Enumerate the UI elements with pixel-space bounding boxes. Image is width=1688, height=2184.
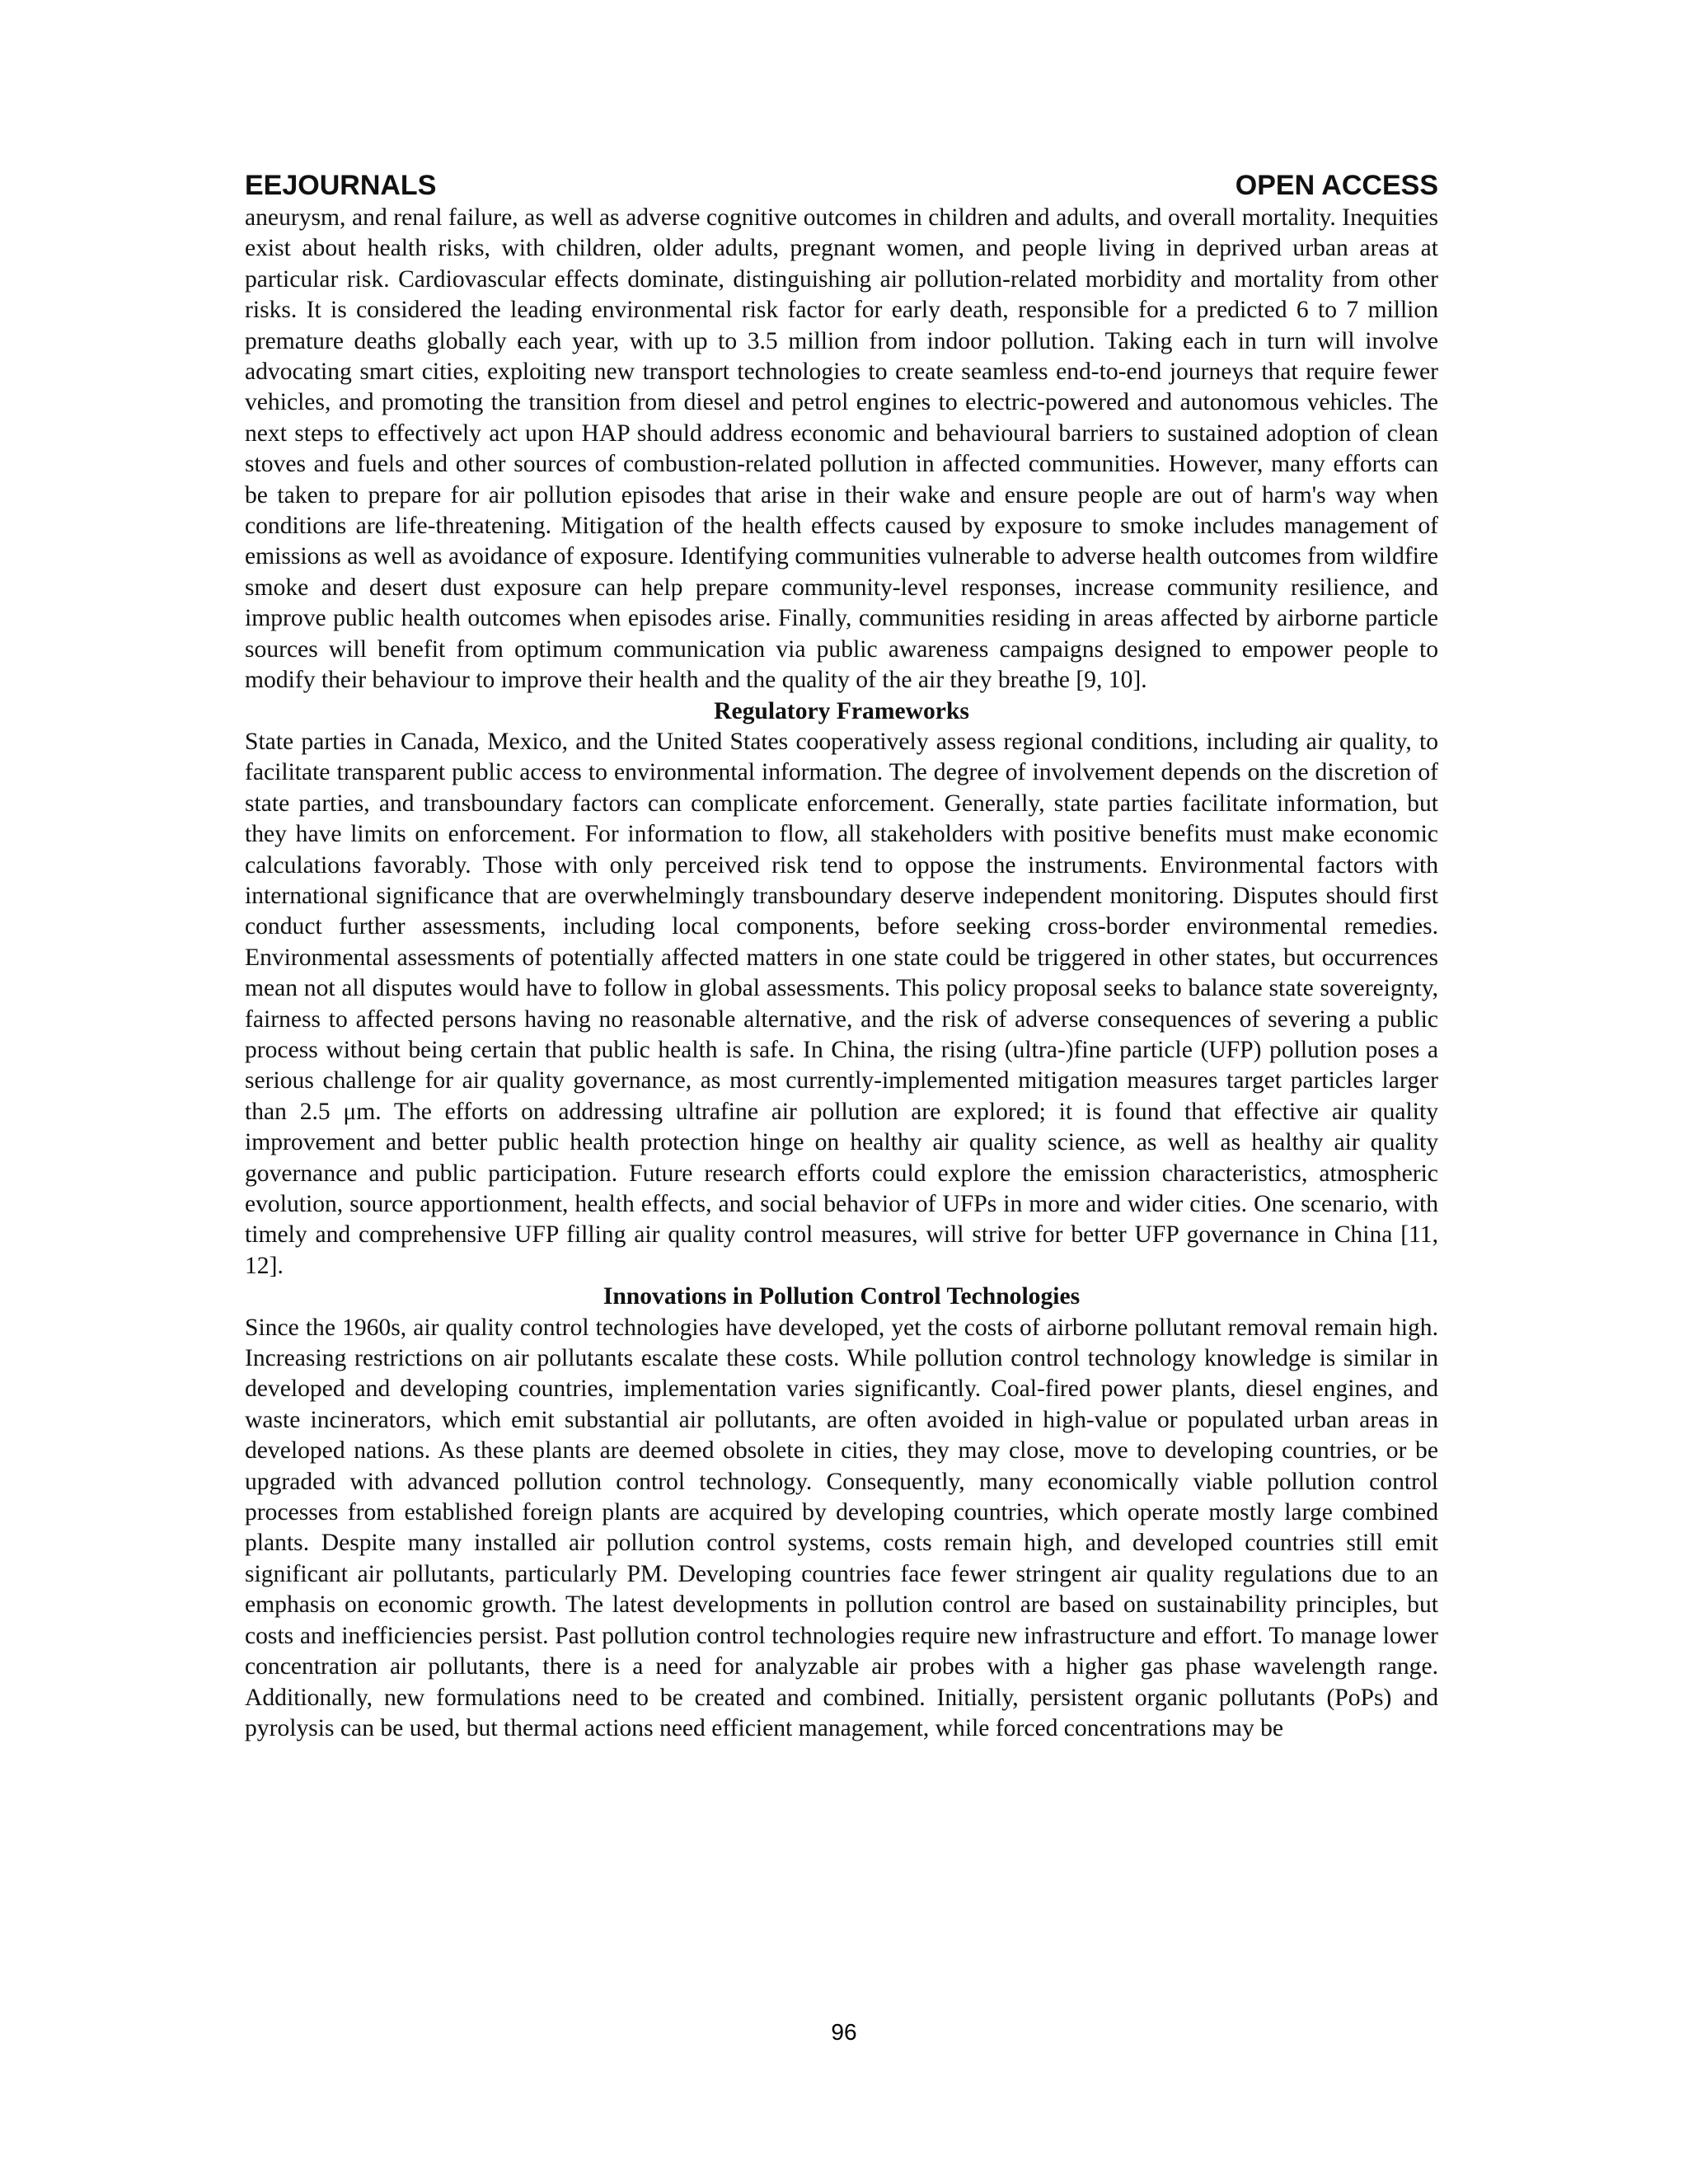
regulatory-frameworks-paragraph: State parties in Canada, Mexico, and the United States cooperatively assess regional conditions, including air quality, to facilitate transparent public access to environmental information. The degree of involvement depends on the discretion of state parties, and transboundary factors can complicate enforcement. Generally, state parties facilitate information, but they have limits on enforcement. For information to flow, all stakeholders with positive benefits must make economic calculations favorably. Those with only perceived risk tend to oppose the instruments. Environmental factors with international significance that are overwhelmingly transboundary deserve independent monitoring. Disputes should first conduct further assessments, including local components, before seeking cross-border environmental remedies. Environmental assessments of potentially affected matters in one state could be triggered in other states, but occurrences mean not all disputes would have to follow in global assessments. This policy proposal seeks to balance state sovereignty, fairness to affected persons having no reasonable alternative, and the risk of adverse consequences of severing a public process without being certain that public health is safe. In China, the rising (ultra-)fine particle (UFP) pollution poses a serious challenge for air quality governance, as most currently-implemented mitigation measures target particles larger than 2.5 μm. The efforts on addressing ultrafine air pollution are explored; it is found that effective air quality improvement and better public health protection hinge on healthy air quality science, as well as healthy air quality governance and public participation. Future research efforts could explore the emission characteristics, atmospheric evolution, source apportionment, health effects, and social behavior of UFPs in more and wider cities. One scenario, with timely and comprehensive UFP filling air quality control measures, will strive for better UFP governance in China [11, 12]. bbox=[245, 728, 1438, 1279]
innovations-paragraph: Since the 1960s, air quality control technologies have developed, yet the costs of airborne pollutant removal remain high. Increasing restrictions on air pollutants escalate these costs. While pollution control technology knowledge is similar in developed and developing countries, implementation varies significantly. Coal-fired power plants, diesel engines, and waste incinerators, which emit substantial air pollutants, are often avoided in high-value or populated urban areas in developed nations. As these plants are deemed obsolete in cities, they may close, move to developing countries, or be upgraded with advanced pollution control technology. Consequently, many economically viable pollution control processes from established foreign plants are acquired by developing countries, which operate mostly large combined plants. Despite many installed air pollution control systems, costs remain high, and developed countries still emit significant air pollutants, particularly PM. Developing countries face fewer stringent air quality regulations due to an emphasis on economic growth. The latest developments in pollution control are based on sustainability principles, but costs and inefficiencies persist. Past pollution control technologies require new infrastructure and effort. To manage lower concentration air pollutants, there is a need for analyzable air probes with a higher gas phase wavelength range. Additionally, new formulations need to be created and combined. Initially, persistent organic pollutants (PoPs) and pyrolysis can be used, but thermal actions need efficient management, while forced concentrations may be bbox=[245, 1314, 1438, 1741]
open-access-label: OPEN ACCESS bbox=[1235, 170, 1438, 201]
regulatory-frameworks-heading: Regulatory Frameworks bbox=[714, 697, 969, 724]
intro-paragraph: aneurysm, and renal failure, as well as adverse cognitive outcomes in children and adults, and overall mortality. Inequities exist about health risks, with children, older adults, pregnant women, and people living in deprived urban areas at particular risk. Cardiovascular effects dominate, distinguishing air pollution-related morbidity and mortality from other risks. It is considered the leading environmental risk factor for early death, responsible for a predicted 6 to 7 million premature deaths globally each year, with up to 3.5 million from indoor pollution. Taking each in turn will involve advocating smart cities, exploiting new transport technologies to create seamless end-to-end journeys that require fewer vehicles, and promoting the transition from diesel and petrol engines to electric-powered and autonomous vehicles. The next steps to effectively act upon HAP should address economic and behavioural barriers to sustained adoption of clean stoves and fuels and other sources of combustion-related pollution in affected communities. However, many efforts can be taken to prepare for air pollution episodes that arise in their wake and ensure people are out of harm's way when conditions are life-threatening. Mitigation of the health effects caused by exposure to smoke includes management of emissions as well as avoidance of exposure. Identifying communities vulnerable to adverse health outcomes from wildfire smoke and desert dust exposure can help prepare community-level responses, increase community resilience, and improve public health outcomes when episodes arise. Finally, communities residing in areas affected by airborne particle sources will benefit from optimum communication via public awareness campaigns designed to empower people to modify their behaviour to improve their health and the quality of the air they breathe [9, 10]. bbox=[245, 204, 1438, 694]
journal-name: EEJOURNALS bbox=[245, 170, 437, 201]
innovations-heading: Innovations in Pollution Control Technologies bbox=[603, 1283, 1081, 1310]
running-header bbox=[245, 168, 1438, 203]
page-number: 96 bbox=[831, 2019, 857, 2045]
document-page bbox=[245, 168, 1438, 1744]
